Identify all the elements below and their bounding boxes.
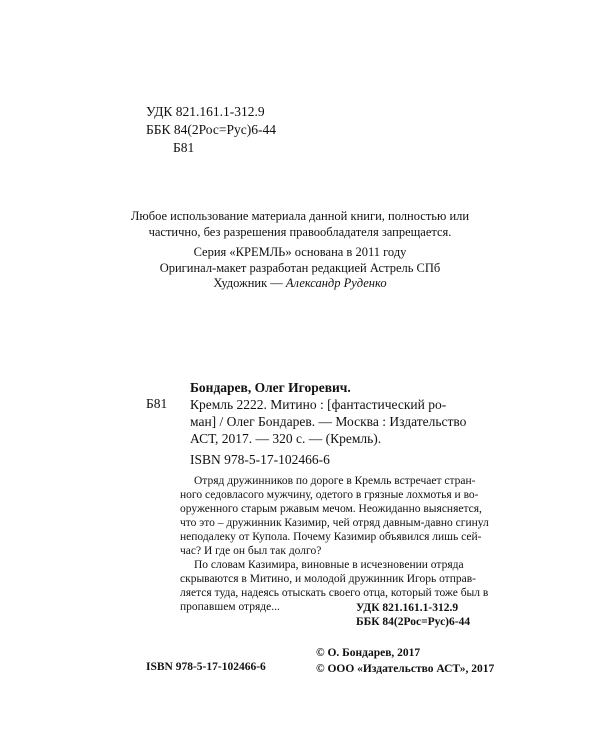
catalog-author: Бондарев, Олег Игоревич.	[190, 380, 351, 395]
bottom-udk-code: УДК 821.161.1-312.9	[356, 602, 459, 614]
copyright-author: © О. Бондарев, 2017	[316, 647, 421, 659]
catalog-description	[190, 396, 467, 447]
bottom-bbk-code: ББК 84(2Рос=Рус)6-44	[356, 616, 471, 628]
author-mark: Б81	[173, 140, 195, 155]
notice-line-2: частично, без разрешения правообладателя запрещается.	[148, 224, 452, 239]
annotation-line: По словам Казимира, виновные в исчезновении отряда	[194, 559, 464, 571]
catalog-desc-line-3: АСТ, 2017. — 320 с. — (Кремль).	[190, 431, 382, 446]
copyright-publisher: © ООО «Издательство АСТ», 2017	[316, 663, 495, 675]
copyright-lines	[316, 645, 494, 677]
catalog-isbn: ISBN 978-5-17-102466-6	[190, 452, 330, 467]
annotation-line: час? И где он был так долго?	[180, 545, 322, 557]
catalog-desc-line-2: ман] / Олег Бондарев. — Москва : Издательство	[190, 414, 467, 429]
isbn-bottom: ISBN 978-5-17-102466-6	[146, 661, 266, 673]
catalog-mark: Б81	[146, 396, 168, 411]
annotation-line: ного седовласого мужчину, одетого в грязные лохмотья и во-	[180, 489, 479, 501]
annotation-line: пропавшем отряде...	[180, 601, 280, 613]
bottom-classification-codes	[356, 601, 470, 629]
series-info	[100, 245, 500, 276]
top-classification-codes	[146, 103, 276, 157]
notice-line-1: Любое использование материала данной книги, полностью или	[130, 209, 470, 223]
annotation	[180, 474, 489, 614]
copyright-notice	[100, 209, 500, 240]
udk-code: УДК 821.161.1-312.9	[146, 104, 265, 119]
annotation-line: оруженного старым ржавым мечом. Неожиданно выясняется,	[180, 503, 482, 515]
artist-name: Александр Руденко	[285, 276, 387, 290]
artist-label: Художник —	[213, 276, 286, 290]
annotation-line: что это – дружинник Казимир, чей отряд давным-давно сгинул	[180, 517, 489, 529]
annotation-line: неподалеку от Купола. Почему Казимир объявился лишь сей-	[180, 531, 482, 543]
annotation-line: скрываются в Митино, и молодой дружинник Игорь отправ-	[180, 573, 476, 585]
bbk-code: ББК 84(2Рос=Рус)6-44	[146, 122, 276, 137]
annotation-paragraph-1	[180, 474, 489, 558]
annotation-line: Отряд дружинников по дороге в Кремль встречает стран-	[194, 475, 476, 487]
artist-credit	[100, 276, 500, 292]
series-line-1: Серия «КРЕМЛЬ» основана в 2011 году	[193, 245, 407, 259]
annotation-line: ляется туда, надеясь отыскать своего отца, который тоже был в	[180, 587, 489, 599]
series-line-2: Оригинал-макет разработан редакцией Астрель СПб	[159, 260, 441, 275]
catalog-desc-line-1: Кремль 2222. Митино : [фантастический ро-	[190, 397, 447, 412]
